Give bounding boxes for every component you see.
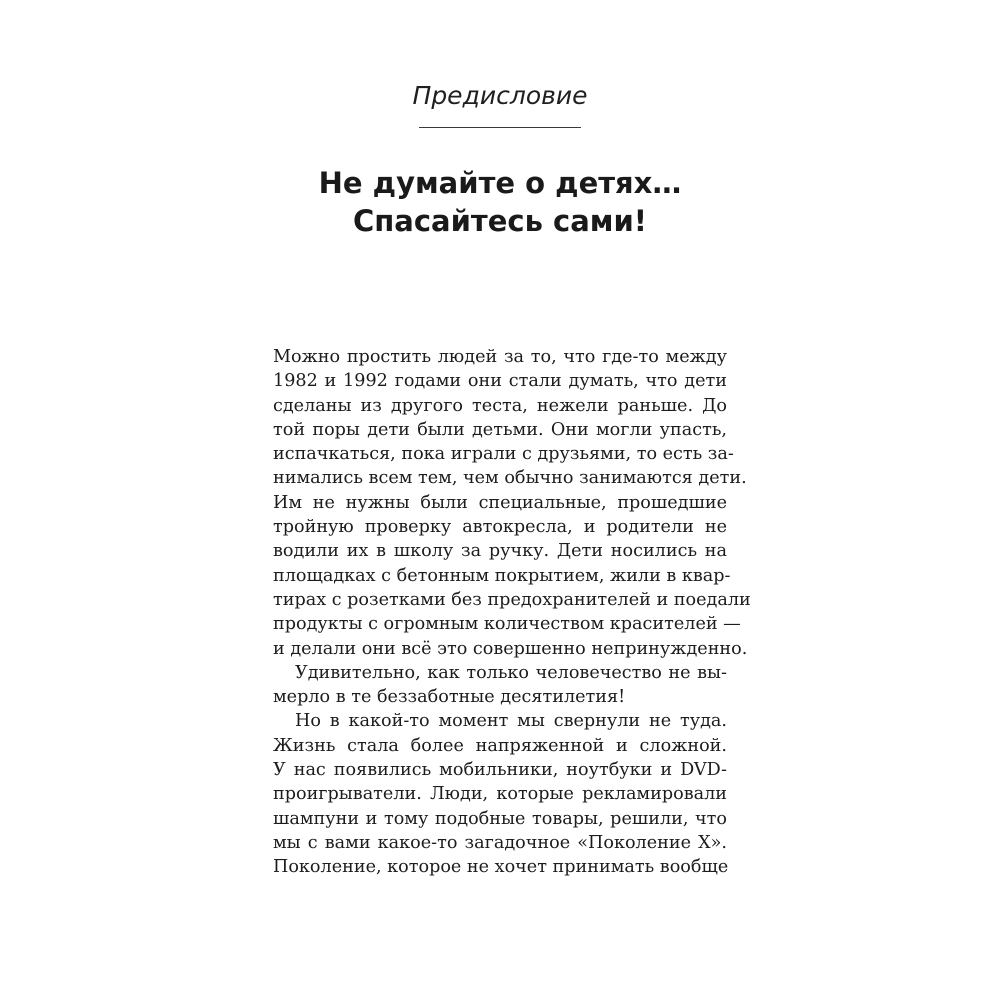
body-text [273, 345, 751, 880]
body-line: тирах с розетками без предохранителей и поедали [273, 589, 751, 610]
body-line: Но в какой-то момент мы свернули не туда. [295, 711, 727, 732]
body-line: водили их в школу за ручку. Дети носились на [273, 541, 727, 562]
body-line: Им не нужны были специальные, прошедшие [273, 492, 727, 513]
body-line: нимались всем тем, чем обычно занимаются дети. [273, 468, 747, 489]
body-line: проигрыватели. Люди, которые рекламировали [273, 784, 727, 805]
body-line: Удивительно, как только человечество не вы- [295, 662, 727, 683]
chapter-title-line-2: Спасайтесь сами! [352, 204, 648, 239]
body-line: Можно простить людей за то, что где-то между [273, 347, 727, 367]
body-line: 1982 и 1992 годами они стали думать, что дети [273, 371, 727, 392]
title-divider [419, 127, 581, 128]
body-line: той поры дети были детьми. Они могли упасть, [273, 419, 727, 440]
body-line: мерло в те беззаботные десятилетия! [273, 687, 626, 708]
body-line: У нас появились мобильники, ноутбуки и DVD- [273, 760, 727, 781]
section-label: Предисловие [412, 81, 588, 110]
body-line: и делали они всё это совершенно непринужденно. [273, 638, 748, 659]
body-line: площадках с бетонным покрытием, жили в квар- [273, 565, 731, 586]
body-line: шампуни и тому подобные товары, решили, что [273, 808, 727, 829]
body-line: сделаны из другого теста, нежели раньше. До [273, 395, 727, 416]
chapter-title [0, 164, 1000, 240]
chapter-title-line-1: Не думайте о детях… [318, 166, 682, 201]
body-line: мы с вами какое-то загадочное «Поколение X». [273, 832, 727, 853]
body-line: Жизнь стала более напряженной и сложной. [273, 735, 727, 756]
body-line: продукты с огромным количеством красителей — [273, 614, 741, 635]
body-line: испачкаться, пока играли с друзьями, то есть за- [273, 444, 734, 465]
body-line: Поколение, которое не хочет принимать вообще [273, 857, 729, 878]
body-line: тройную проверку автокресла, и родители не [273, 517, 727, 538]
